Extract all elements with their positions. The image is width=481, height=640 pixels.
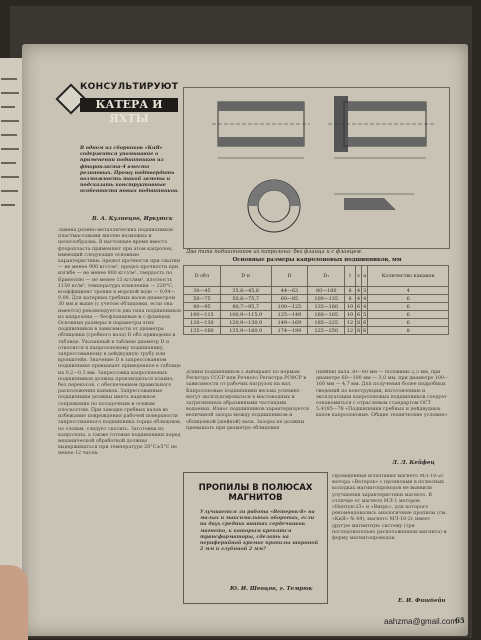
table-cell: 6: [368, 311, 449, 319]
table-cell: 44—63: [271, 287, 308, 295]
column-header: [60, 68, 178, 146]
table-row: [184, 311, 449, 319]
reply-signature: Е. И. Фишбейн: [398, 598, 446, 604]
table-cell: 100—125: [271, 303, 308, 311]
table-cell: 125—149: [271, 311, 308, 319]
table-cell: 4: [356, 287, 361, 294]
table-cell: 100,9—115,9: [220, 311, 271, 319]
bearing-drawings: [184, 88, 449, 248]
answer-right-column: (шейки) вала 30—60 мм — половины 2,5 мм, при диаметре 60—100 мм — 3,0 мм, при диаметре 100—160 мм — 4,7 мм. Для получения более подробных сведений по конструкции, изготовлению и эксплуатации капролоновых подшипников следует ознакомиться с отраслевым стандартом ОСТ 5.4185—78 «Подшипники гребных и дейдвудных валов капролоновые. Общие технические условия».: [316, 370, 449, 419]
table-cell: 4: [368, 287, 449, 295]
col-header: a: [362, 266, 368, 287]
thumb: [0, 565, 28, 640]
box-question: Улучшается ли работа «Ветерок-8» на малых и максимальных оборотах, если на двух средних винтах сердечников магнето, к которым крепятся трансформаторы, сделать на периферийной кромке пропилы шириной 2 мм и глубиной 2 мм?: [200, 509, 318, 553]
table-cell: 4: [363, 303, 367, 310]
col-header: s: [355, 266, 361, 287]
col-header: D обл: [184, 266, 221, 287]
table-cell: 6: [368, 303, 449, 311]
table-cell: 30—45: [184, 287, 221, 295]
table-cell: 80—95: [184, 303, 221, 311]
table-cell: 8: [345, 287, 356, 295]
table-cell: 6: [356, 311, 361, 318]
box-signature: Ю. И. Шевцов, г. Темрюк: [230, 586, 313, 592]
table-cell: 6: [363, 319, 367, 326]
table-cell: 10: [345, 311, 356, 319]
table-cell: 50,6—75,7: [220, 295, 271, 303]
table-cell: 120,9—130,9: [220, 319, 271, 327]
reader-question: В одном из сборников «КиЯ» содержится упоминание о применении подшипников из фторопласта-4 вместо резиновых. Прошу подтвердить возможность такой замены и подсказать конструктивные особенности новых подшипников.: [80, 145, 179, 195]
table-row: [184, 327, 449, 335]
table-cell: 12: [345, 319, 356, 327]
col-header: D н: [220, 266, 271, 287]
table-cell: 135,9—160,9: [220, 327, 271, 335]
figure-caption: Два типа подшипников из капролона: без фланца и с фланцем.: [186, 249, 363, 255]
box-title: ПРОПИЛЫ В ПОЛЮСАХ МАГНИТОВ: [198, 483, 313, 503]
table-cell: 10: [345, 303, 356, 311]
table-cell: 8: [356, 319, 361, 326]
table-cell: 5: [363, 311, 367, 318]
table-row: [184, 303, 449, 311]
col-header: D₁: [308, 266, 345, 287]
table-row: [184, 295, 449, 303]
table-cell: 60—85: [271, 295, 308, 303]
table-cell: 3: [363, 287, 367, 294]
table-title: Основные размеры капролоновых подшипников, мм: [232, 257, 402, 263]
col-header: D: [271, 266, 308, 287]
header-band: КАТЕРА И ЯХТЫ: [80, 98, 178, 112]
table-cell: 174—199: [271, 327, 308, 335]
answer-signature: Л. Л. Кейфец: [392, 460, 435, 466]
table-cell: 6: [368, 295, 449, 303]
bearing-figure: [183, 87, 450, 249]
table-cell: 135—160: [308, 303, 345, 311]
magnets-reply: Проведенные испытания магнето МЛ-10-2с мотора «Ветерок» с пропилами в полюсных колодках магнитопроводов не выявили улучшения характеристики магнето. В отличие от магнето МЛ-1 моторов «Нептун-23» и «Вихрь», для которого рекомендовались аналогичные пропилы (см. «КиЯ» № 84), магнето МЛ-10-2с имеет другую магнитную систему (три последовательно расположенных магнита) и форму магнитопроводов.: [332, 474, 447, 542]
magnets-question-box: [183, 472, 328, 604]
table-cell: 4: [356, 295, 361, 302]
page-number: 65: [455, 616, 465, 625]
table-cell: 6: [368, 319, 449, 327]
answer-left-column: Замена резино-металлических подшипников пластмассовыми вполне возможна и целесообразна. В настоящее время вместо фторопласта применяют при этом капролон, имеющий следующие основные характеристики: предел прочности при сжатии — не менее 900 кгс/см², предел прочности при изгибе — не менее 800 кгс/см², твердость по Бринеллю — не менее 13 кгс/мм², плотность 1150 кг/м³, температура плавления — 220°С, коэффициент трения в морской воде — 0,04—0,08. Для катерных гребных валов диаметром 30 мм и выше (с учетом облицовки, если она имеется) рекомендуется два типа подшипников из капролона — бесфланцевые и с фланцем. Основные размеры и параметры этих подшипников в зависимости от диаметра облицовки (гребного вала) D обл приведены в таблице. Указанный в таблице диаметр D н относится к капролоновому подшипнику, запрессованному в дейдвудную трубу или кронштейн. Значение D в запрессованном подшипнике превышает приведенное в таблице на 0,2—0,3 мм. Запрессовка капролоновых подшипников должна производиться плавно, без перекосов, с обеспечением правильного расположения канавок. Запрессованные подшипники должны иметь надежное сопряжение по посадочным и осевым плоскостям. При заводке гребных валов во избежание повреждения рабочей поверхности запрессованного подшипника торцы облицовок, по словам, следует скосить. Заготовки из капролона, а также готовые подшипники перед механической обработкой должны выдерживаться при температуре 20°С±5°С не менее 12 часов.: [58, 228, 182, 457]
table-cell: 185—225: [308, 319, 345, 327]
table-row: [184, 319, 449, 327]
table-cell: 6: [356, 303, 361, 310]
question-signature: В. А. Кузнецов, Иркутск: [92, 216, 173, 222]
header-top-word: КОНСУЛЬТИРУЮТ: [80, 82, 179, 92]
answer-middle-column: Длины подшипников L выбирают по нормам Регистра СССР или Речного Регистра РСФСР в зависимости от рабочих нагрузок на вал. Капролоновые подшипники весьма успешно могут эксплуатироваться в масловодных и загрязненных абразивными частицами водоемах. Износ подшипников характеризуется величиной зазора между подшипником и облицовкой (шейкой) вала. Зазоры не должны превышать при диаметре облицовки: [186, 370, 310, 431]
bearing-size-table: [183, 265, 449, 335]
col-header: Количество канавок: [368, 266, 449, 287]
table-cell: 12: [345, 327, 356, 335]
table-cell: 4: [363, 295, 367, 302]
table-cell: 80—100: [308, 287, 345, 295]
table-cell: 120—130: [184, 319, 221, 327]
watermark: aahzma@gmail.com: [384, 617, 458, 626]
table-cell: 225—250: [308, 327, 345, 335]
table-cell: 100—115: [184, 311, 221, 319]
table-cell: 149—169: [271, 319, 308, 327]
table-cell: 6: [363, 327, 367, 334]
table-cell: 8: [368, 327, 449, 335]
table-cell: 35,6—45,6: [220, 287, 271, 295]
table-cell: 135—160: [184, 327, 221, 335]
table-cell: 50—75: [184, 295, 221, 303]
table-cell: 8: [356, 327, 361, 334]
table-row: [184, 287, 449, 295]
table-cell: 8: [345, 295, 356, 303]
table-cell: 160—185: [308, 311, 345, 319]
col-header: l: [345, 266, 356, 287]
table-header-row: [184, 266, 449, 287]
table-cell: 80,7—95,7: [220, 303, 271, 311]
previous-page-edge: [0, 58, 22, 640]
table-cell: 100—135: [308, 295, 345, 303]
